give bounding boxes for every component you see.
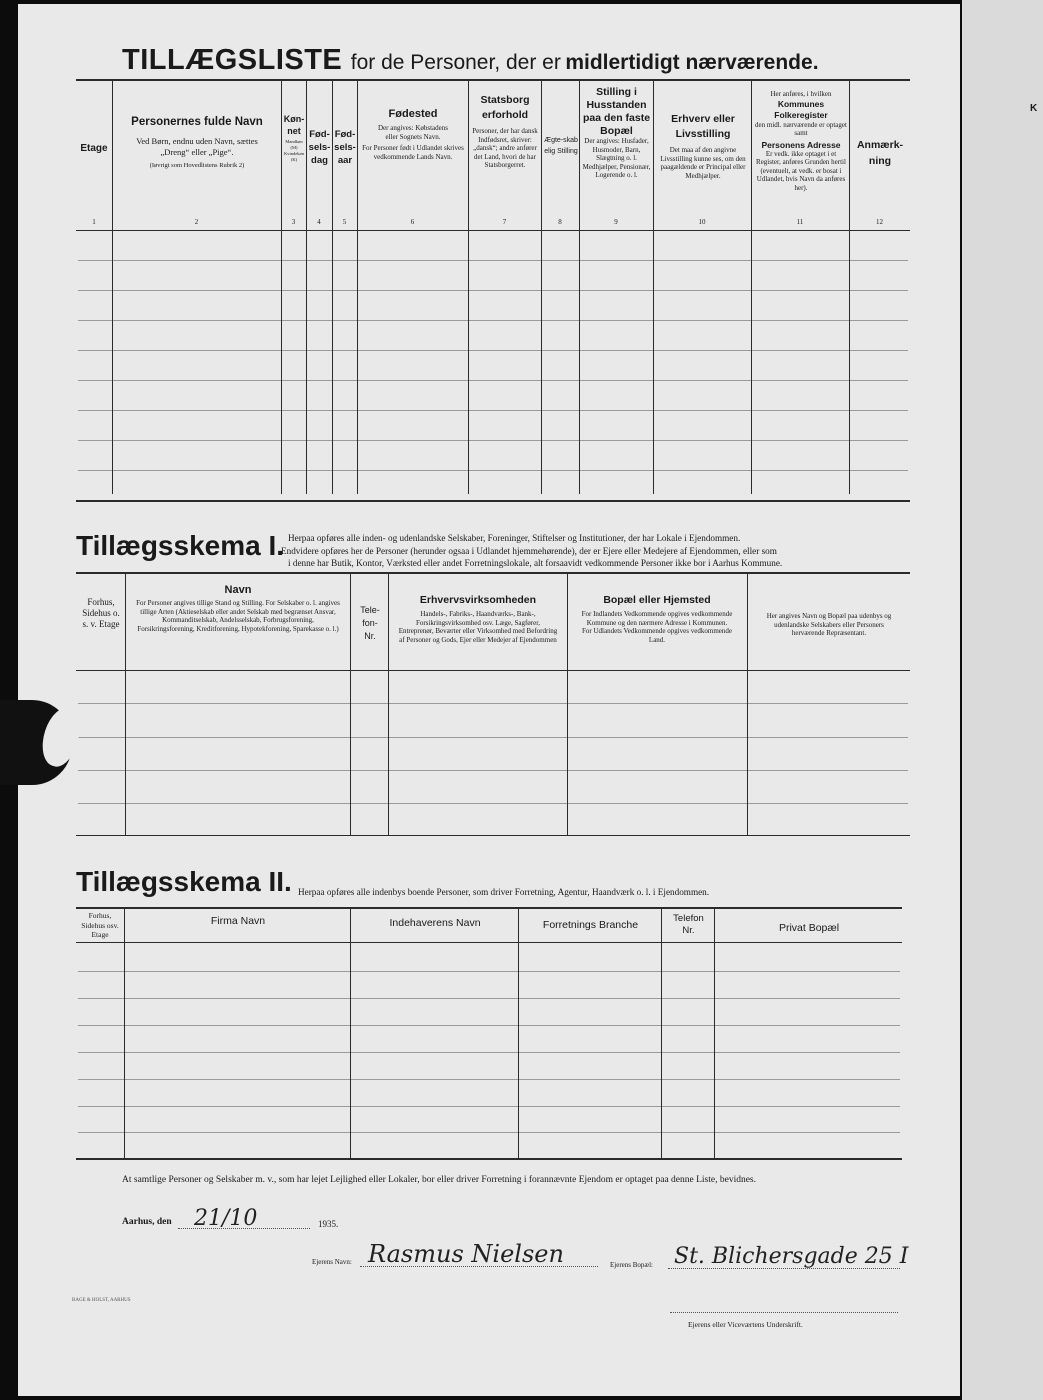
- colnum-7: 7: [502, 218, 507, 226]
- list-col-birthplace-head: Fødested: [388, 108, 438, 120]
- adjacent-page-fragment: K: [1030, 103, 1038, 114]
- page-title: [122, 44, 819, 77]
- list-col-occupation-head: Erhverv eller Livsstilling: [671, 113, 735, 140]
- list-col-citizenship-head: Statsborgerforhold: [480, 94, 530, 121]
- list-col-register: [753, 90, 849, 192]
- colnum-6: 6: [410, 218, 415, 226]
- skema1-col-business: [392, 594, 564, 644]
- list-col-occupation: [655, 112, 751, 180]
- skema1-col-name-head: Navn: [224, 584, 252, 596]
- adjacent-page: [962, 0, 1043, 1400]
- title-sub-a: for de Personer, der er: [350, 51, 561, 74]
- skema1-col-business-note: Handels-, Fabriks-, Haandværks-, Bank-, Forsikringsvirksomhed osv. Læge, Sagfører, Entreprenør, Beværter eller Virksomhed med Befordring af Personer og Gods, Ejer eller Medejer af Ejendommen: [398, 610, 558, 644]
- skema2-col-private: Privat Bopæl: [778, 922, 840, 934]
- skema1-col-etage: Forhus, Sidehus o. s. v. Etage: [82, 597, 120, 629]
- list-col-name-note2: (Iøvrigt som Hovedlistens Rubrik 2): [149, 162, 245, 169]
- list-col-birthplace-note2: For Personer født i Udlandet skrives vedkommende Lands Navn.: [362, 144, 464, 161]
- list-col-household-head2: Bopæl: [600, 125, 633, 137]
- footer-year: 1935.: [318, 1219, 339, 1229]
- skema2-col-phone: Telefon Nr.: [673, 913, 704, 936]
- list-col-birthday: Fød-sels-dag: [308, 129, 331, 166]
- footer-signature-label: Ejerens eller Viceværtens Underskrift.: [688, 1320, 803, 1329]
- skema2-col-owner: Indehaverens Navn: [389, 917, 481, 929]
- list-col-name-note: Ved Børn, endnu uden Navn, sættes „Dreng“ eller „Pige“.: [136, 136, 258, 157]
- list-col-register-pre: Her anføres, i hvilken: [770, 90, 832, 98]
- list-col-register-note2: Er vedk. ikke optaget i et Register, anføres Grunden hertil (eventuelt, at vedk. er bosat i Udlandet, hvis Navn da anføres her).: [756, 149, 846, 192]
- skema2-col-etage: Forhus, Sidehus osv. Etage: [81, 911, 119, 939]
- skema1-col-residence-note2: For Udlandets Vedkommende opgives vedkommende Land.: [582, 627, 732, 644]
- footer-address-handwritten: St. Blichersgade 25 I: [674, 1244, 909, 1269]
- list-col-citizenship-note: Personer, der har dansk Indfødsret, skriver: „dansk“; andre anfører det Land, hvori de har Statsborgerret.: [472, 127, 538, 169]
- list-col-register-head2: Personens Adresse: [761, 139, 841, 150]
- list-col-household: [580, 86, 653, 180]
- list-col-gender-head: Køn-net: [283, 114, 305, 136]
- footer-place: Aarhus, den: [122, 1217, 172, 1227]
- list-col-gender: [282, 113, 306, 163]
- skema2-description: Herpaa opføres alle indenbys boende Personer, som driver Forretning, Agentur, Haandværk o. l. i Ejendommen.: [298, 887, 710, 897]
- footer-address-label: Ejerens Bopæl:: [610, 1261, 653, 1269]
- list-col-name: [114, 116, 280, 169]
- list-col-birthyear: Fød-sels-aar: [334, 129, 356, 166]
- skema1-title: Tillægsskema I.: [76, 530, 285, 561]
- skema1-description: [281, 532, 910, 570]
- list-col-household-note: Der angives: Husfader, Husmoder, Barn, Slægtning o. l. Medhjælper, Pensionær, Logerende o. l.: [582, 137, 651, 179]
- colnum-1: 1: [92, 218, 96, 226]
- skema2-col-branch: Forretnings Branche: [542, 919, 639, 931]
- colnum-5: 5: [342, 218, 347, 226]
- skema2-col-firm: Firma Navn: [210, 915, 266, 927]
- skema1-col-residence: [571, 594, 743, 644]
- skema1-col-phone: Tele-fon-Nr.: [360, 605, 380, 641]
- footer-owner-handwritten: Rasmus Nielsen: [368, 1240, 564, 1268]
- skema1-col-name-note: For Personer angives tillige Stand og Stilling. For Selskaber o. l. angives tillige Arten (Aktieselskab eller andet Selskab med begrænset Ansvar, Kommanditselskab, Andelsselskab, Forbrugsforening, Forsikringsforening, Kreditforening, Hypotekforening, Sparekasse o. l.): [136, 599, 340, 633]
- colnum-3: 3: [291, 218, 296, 226]
- list-col-birthplace-note: Der angives: Købstadens eller Sognets Navn.: [378, 124, 448, 141]
- skema1-col-representative: Her angives Navn og Bopæl paa udenbys og udenlandske Selskabers eller Personers herværende Repræsentant.: [766, 612, 892, 637]
- form-page: [18, 4, 960, 1396]
- list-col-birthplace: [360, 108, 466, 161]
- list-col-register-head: Kommunes Folkeregister: [774, 98, 828, 120]
- skema2-title: Tillægsskema II.: [76, 866, 292, 897]
- skema1-col-business-head: Erhvervsvirksomheden: [419, 594, 537, 606]
- list-col-gender-note: Mandkøn (M) Kvindekøn (K): [284, 139, 304, 162]
- skema1-desc-line2: Endvidere opføres her de Personer (herunder ogsaa i Udlandet hjemmehørende), der er Ejere eller Medejere af Ejendommen, eller som: [281, 545, 777, 556]
- footer-date-handwritten: 21/10: [194, 1206, 258, 1231]
- skema1-col-residence-head: Bopæl eller Hjemsted: [603, 594, 711, 606]
- list-col-etage: Etage: [80, 143, 108, 154]
- colnum-2: 2: [194, 218, 199, 226]
- colnum-11: 11: [796, 218, 804, 226]
- skema1-desc-line1: Herpaa opføres alle inden- og udenlandske Selskaber, Foreninger, Stiftelser og Institutioner, der har Lokale i Ejendommen.: [288, 533, 741, 543]
- list-col-occupation-note: Det maa af den angivne Livsstilling kunne ses, om den paagældende er Principal eller Medhjælper.: [660, 146, 746, 180]
- skema1-col-name: [130, 584, 346, 633]
- skema1-desc-line3: i denne har Butik, Kontor, Værksted eller andet Forretningslokale, alt forsaavidt vedkommende Personer ikke bor i Aarhus Kommune.: [288, 558, 783, 568]
- footer-declaration: At samtlige Personer og Selskaber m. v., som har lejet Lejlighed eller Lokaler, bor eller driver Forretning i forannævnte Ejendom er optaget paa denne Liste, bevidnes.: [122, 1175, 756, 1185]
- colnum-4: 4: [317, 218, 321, 226]
- list-col-register-note: den midl. nærværende er optaget samt: [755, 120, 847, 137]
- title-main: TILLÆGSLISTE: [122, 44, 343, 76]
- skema1-col-residence-note: For Indlandets Vedkommende opgives vedkommende Kommune og den nærmere Adresse i Kommunen.: [581, 610, 733, 627]
- list-col-marital: Ægte-skabelig Stilling: [544, 137, 578, 155]
- colnum-9: 9: [614, 218, 618, 226]
- footer-printer-mark: BAGE & HOLST, AARHUS: [72, 1298, 131, 1303]
- colnum-8: 8: [558, 218, 562, 226]
- title-sub-b: midlertidigt nærværende.: [565, 51, 819, 74]
- list-col-citizenship: [470, 93, 540, 170]
- list-col-remark: Anmærk-ning: [856, 139, 904, 167]
- list-col-household-head: Stilling i Husstanden paa den faste: [582, 86, 651, 124]
- colnum-12: 12: [876, 218, 883, 226]
- footer-owner-label: Ejerens Navn:: [312, 1258, 352, 1266]
- list-col-name-head: Personernes fulde Navn: [131, 116, 263, 128]
- colnum-10: 10: [698, 218, 706, 226]
